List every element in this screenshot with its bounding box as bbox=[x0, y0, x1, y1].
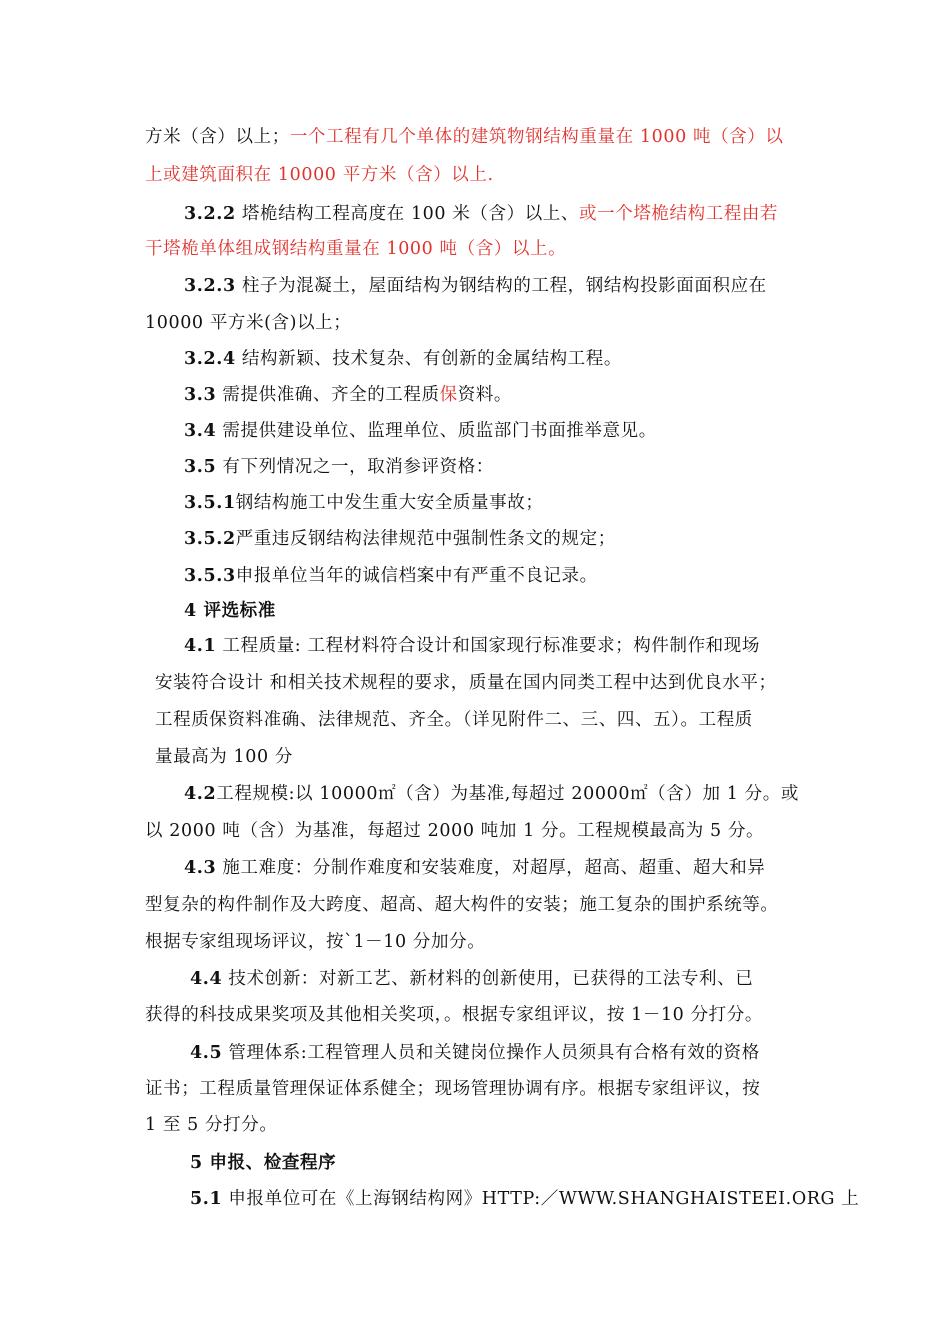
clause-text: 柱子为混凝土，屋面结构为钢结构的工程，钢结构投影面面积应在 bbox=[235, 276, 767, 296]
clause-text: 结构新颖、技术复杂、有创新的金属结构工程。 bbox=[235, 349, 622, 369]
text-span: 10000 平方米(含)以上； bbox=[145, 313, 352, 333]
text-span: 根据专家组现场评议，按`1－10 分加分。 bbox=[145, 932, 486, 952]
clause-number: 4.4 bbox=[190, 969, 223, 989]
text-span: 获得的科技成果奖项及其他相关奖项，。根据专家组评议，按 1－10 分打分。 bbox=[145, 1005, 763, 1025]
text-line bbox=[145, 818, 764, 844]
highlighted-text: 一个工程有几个单体的建筑物钢结构重量在 1000 吨（含）以 bbox=[289, 127, 784, 147]
text-span: 量最高为 100 分 bbox=[155, 747, 294, 767]
clause-number: 3.5.1 bbox=[184, 493, 236, 513]
text-line bbox=[145, 236, 566, 262]
clause-3-5 bbox=[184, 454, 494, 480]
clause-number: 3.2.4 bbox=[184, 349, 236, 369]
clause-number: 4.5 bbox=[190, 1043, 223, 1063]
section-heading-4 bbox=[184, 598, 276, 624]
clause-3-4 bbox=[184, 418, 657, 444]
clause-number: 3.5.3 bbox=[184, 566, 236, 586]
text-line bbox=[145, 1002, 763, 1028]
text-span: 工程质保资料准确、法律规范、齐全。（详见附件二、三、四、五）。工程质 bbox=[155, 710, 753, 730]
text-line bbox=[145, 1076, 760, 1102]
clause-text: 需提供建设单位、监理单位、质监部门书面推举意见。 bbox=[216, 421, 657, 441]
clause-number: 3.2.3 bbox=[184, 276, 236, 296]
text-line bbox=[155, 707, 753, 733]
text-span: 1 至 5 分打分。 bbox=[145, 1115, 278, 1135]
highlighted-text: 或一个塔桅结构工程由若 bbox=[579, 204, 779, 224]
clause-3-2-2 bbox=[184, 201, 778, 227]
clause-3-3 bbox=[184, 382, 512, 408]
text-line bbox=[145, 310, 351, 336]
highlighted-text: 上或建筑面积在 10000 平方米（含）以上. bbox=[145, 165, 494, 185]
clause-4-3 bbox=[184, 855, 765, 881]
clause-text: 有下列情况之一，取消参评资格： bbox=[216, 457, 494, 477]
clause-text: 塔桅结构工程高度在 100 米（含）以上、 bbox=[235, 204, 580, 224]
text-span: 证书；工程质量管理保证体系健全；现场管理协调有序。根据专家组评议，按 bbox=[145, 1079, 761, 1099]
text-line bbox=[155, 670, 777, 696]
clause-4-5 bbox=[190, 1040, 760, 1066]
text-line bbox=[145, 1112, 277, 1138]
clause-3-5-3 bbox=[184, 563, 598, 589]
text-line bbox=[145, 892, 779, 918]
clause-4-2 bbox=[184, 781, 799, 807]
clause-3-2-4 bbox=[184, 346, 622, 372]
clause-text: 严重违反钢结构法律规范中强制性条文的规定； bbox=[235, 529, 616, 549]
text-span: 安装符合设计 和相关技术规程的要求，质量在国内同类工程中达到优良水平； bbox=[155, 673, 777, 693]
section-heading-5 bbox=[190, 1150, 336, 1176]
clause-text: 工程质量: 工程材料符合设计和国家现行标准要求；构件制作和现场 bbox=[216, 636, 760, 656]
section-title: 5 申报、检查程序 bbox=[190, 1153, 337, 1173]
clause-3-5-1 bbox=[184, 490, 543, 516]
clause-3-2-3 bbox=[184, 273, 767, 299]
text-line bbox=[145, 929, 485, 955]
clause-text: 管理体系:工程管理人员和关键岗位操作人员须具有合格有效的资格 bbox=[222, 1043, 760, 1063]
clause-text: 需提供准确、齐全的工程质 bbox=[216, 385, 440, 405]
clause-text: 技术创新：对新工艺、新材料的创新使用，已获得的工法专利、已 bbox=[222, 969, 754, 989]
highlighted-text: 干塔桅单体组成钢结构重量在 1000 吨（含）以上。 bbox=[145, 239, 567, 259]
clause-number: 3.3 bbox=[184, 385, 217, 405]
text-span: 方米（含）以上； bbox=[145, 127, 290, 147]
clause-3-5-2 bbox=[184, 526, 616, 552]
clause-text: 钢结构施工中发生重大安全质量事故； bbox=[235, 493, 544, 513]
clause-number: 4.2 bbox=[184, 784, 217, 804]
highlighted-text: 保 bbox=[439, 385, 458, 405]
text-line bbox=[145, 124, 783, 150]
text-span: 型复杂的构件制作及大跨度、超高、超大构件的安装；施工复杂的围护系统等。 bbox=[145, 895, 779, 915]
clause-number: 5.1 bbox=[190, 1189, 223, 1209]
clause-text: 申报单位当年的诚信档案中有严重不良记录。 bbox=[235, 566, 598, 586]
clause-text: 工程规模:以 10000㎡（含）为基准,每超过 20000㎡（含）加 1 分。或 bbox=[216, 784, 799, 804]
clause-4-1 bbox=[184, 633, 760, 659]
clause-4-4 bbox=[190, 966, 753, 992]
text-span: 以 2000 吨（含）为基准，每超过 2000 吨加 1 分。工程规模最高为 5 分。 bbox=[145, 821, 765, 841]
text-line bbox=[155, 744, 293, 770]
section-title: 评选标准 bbox=[196, 601, 276, 621]
clause-number: 3.4 bbox=[184, 421, 217, 441]
text-line bbox=[145, 162, 494, 188]
clause-number: 4.3 bbox=[184, 858, 217, 878]
clause-number: 4.1 bbox=[184, 636, 217, 656]
clause-text: 资料。 bbox=[457, 385, 513, 405]
clause-5-1 bbox=[190, 1186, 859, 1212]
clause-text: 申报单位可在《上海钢结构网》HTTP:／WWW.SHANGHAISTEEI.ORG 上 bbox=[222, 1189, 860, 1209]
clause-text: 施工难度：分制作难度和安装难度，对超厚，超高、超重、超大和异 bbox=[216, 858, 766, 878]
clause-number: 3.5.2 bbox=[184, 529, 236, 549]
clause-number: 3.2.2 bbox=[184, 204, 236, 224]
section-number: 4 bbox=[184, 601, 197, 621]
clause-number: 3.5 bbox=[184, 457, 217, 477]
